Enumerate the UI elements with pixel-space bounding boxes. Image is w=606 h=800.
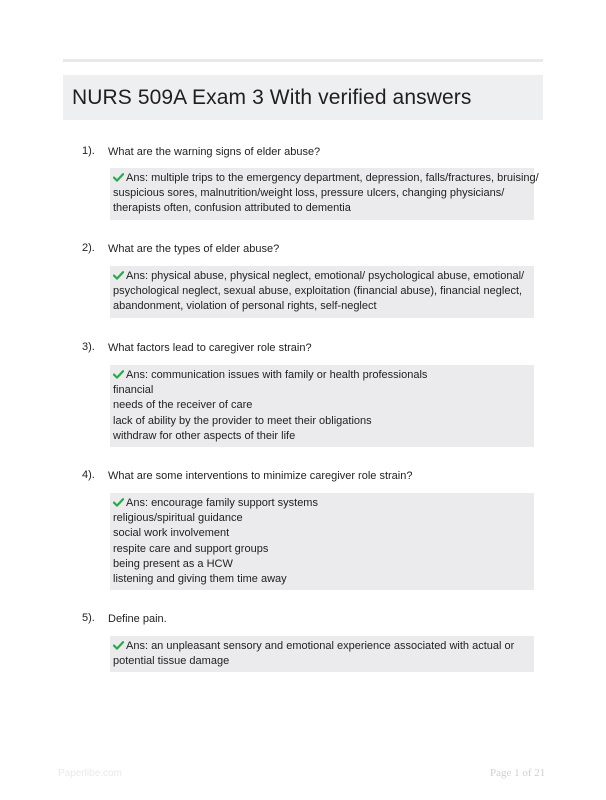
question-number: 5). xyxy=(82,612,95,624)
answer-box-5 xyxy=(110,636,534,672)
page-indicator: Page 1 of 21 xyxy=(490,767,546,779)
check-icon xyxy=(113,370,124,379)
question-text: Define pain. xyxy=(108,613,167,625)
answer-line: therapists often, confusion attributed to dementia xyxy=(113,202,351,215)
answer-line: being present as a HCW xyxy=(113,557,233,570)
answer-line: social work involvement xyxy=(113,527,230,540)
answer-line: psychological neglect, sexual abuse, exploitation (financial abuse), financial neglect, xyxy=(113,285,523,298)
check-icon xyxy=(113,498,124,507)
answer-line: Ans: multiple trips to the emergency department, depression, falls/fractures, bruising/ xyxy=(126,172,539,184)
answer-box-3 xyxy=(110,365,534,447)
answer-line: religious/spiritual guidance xyxy=(113,512,243,525)
question-text: What factors lead to caregiver role strain? xyxy=(108,342,312,354)
answer-line: respite care and support groups xyxy=(113,542,269,555)
answer-line: suspicious sores, malnutrition/weight loss, pressure ulcers, changing physicians/ xyxy=(113,187,505,200)
answer-box-2 xyxy=(110,266,534,318)
question-number: 3). xyxy=(82,341,95,353)
check-icon xyxy=(113,173,124,182)
question-number: 4). xyxy=(82,469,95,481)
top-divider xyxy=(63,59,543,62)
answer-line: Ans: physical abuse, physical neglect, emotional/ psychological abuse, emotional/ xyxy=(126,270,525,282)
answer-line: withdraw for other aspects of their life xyxy=(113,429,296,442)
answer-line: potential tissue damage xyxy=(113,655,230,668)
answer-line: Ans: encourage family support systems xyxy=(126,497,318,509)
question-number: 2). xyxy=(82,242,95,254)
title-banner xyxy=(63,75,543,120)
answer-line: abandonment, violation of personal rights, self-neglect xyxy=(113,300,377,313)
question-text: What are the warning signs of elder abuse? xyxy=(108,146,321,158)
question-text: What are some interventions to minimize caregiver role strain? xyxy=(108,470,413,482)
answer-line: financial xyxy=(113,384,154,397)
footer-watermark: Paperlibe.com xyxy=(58,768,122,779)
answer-line: lack of ability by the provider to meet their obligations xyxy=(113,414,372,427)
question-number: 1). xyxy=(82,145,95,157)
answer-line: Ans: communication issues with family or health professionals xyxy=(126,369,428,381)
question-text: What are the types of elder abuse? xyxy=(108,243,280,255)
check-icon xyxy=(113,641,124,650)
answer-line: needs of the receiver of care xyxy=(113,399,253,412)
answer-line: Ans: an unpleasant sensory and emotional experience associated with actual or xyxy=(126,640,515,652)
document-title: NURS 509A Exam 3 With verified answers xyxy=(72,85,472,109)
answer-box-4 xyxy=(110,493,534,590)
answer-line: listening and giving them time away xyxy=(113,573,287,586)
check-icon xyxy=(113,271,124,280)
answer-box-1 xyxy=(110,168,539,220)
